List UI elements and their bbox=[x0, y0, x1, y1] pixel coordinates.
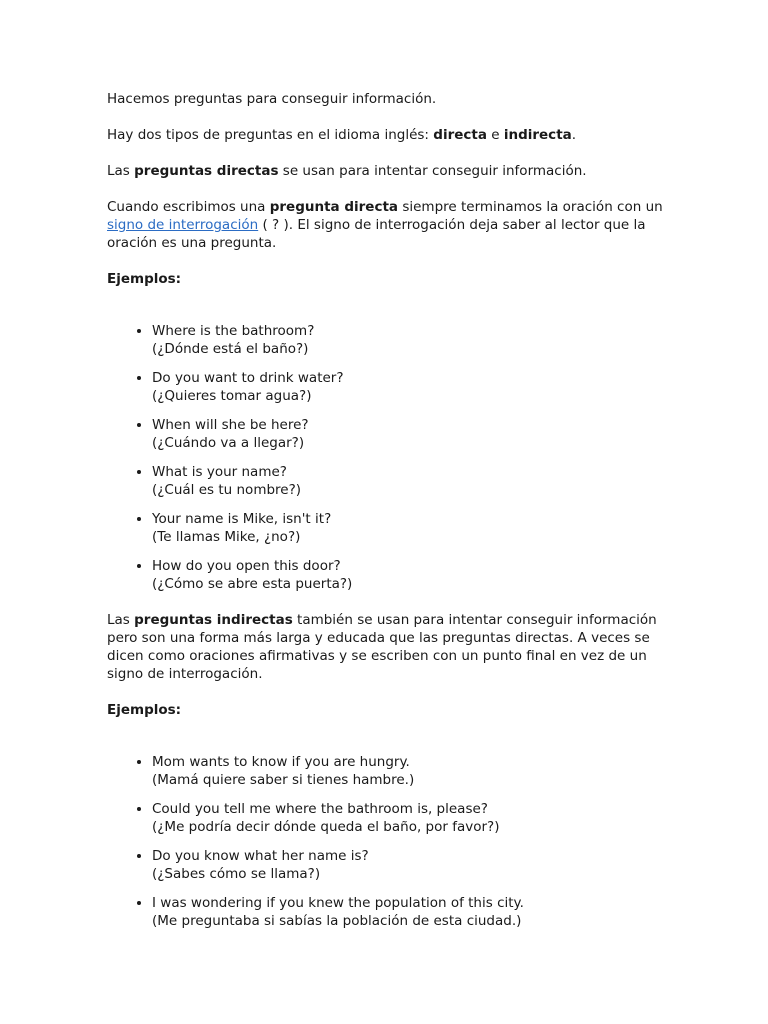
types-paragraph bbox=[107, 126, 667, 144]
spacer bbox=[107, 737, 667, 753]
list-item bbox=[152, 800, 667, 836]
document-page bbox=[107, 90, 667, 948]
list-item bbox=[152, 894, 667, 930]
example-english: • What is your name? bbox=[152, 464, 287, 480]
example-spanish: (¿Cuándo va a llegar?) bbox=[152, 435, 305, 451]
example-spanish: (¿Quieres tomar agua?) bbox=[152, 388, 312, 404]
list-item bbox=[152, 463, 667, 499]
list-item bbox=[152, 847, 667, 883]
example-spanish: (¿Cuál es tu nombre?) bbox=[152, 482, 302, 498]
indirect-examples-list bbox=[107, 753, 667, 930]
bold-pregunta-directa: pregunta directa bbox=[269, 199, 399, 215]
example-spanish: (Mamá quiere saber si tienes hambre.) bbox=[152, 772, 415, 788]
example-english: • Could you tell me where the bathroom is, please? bbox=[152, 801, 488, 817]
direct-def-text-end: se usan para intentar conseguir información. bbox=[278, 163, 587, 179]
bold-indirecta: indirecta bbox=[503, 127, 572, 143]
signo-interrogacion-link[interactable]: signo de interrogación bbox=[107, 217, 259, 233]
qm-text-mid: siempre terminamos la oración con un bbox=[398, 199, 663, 215]
example-spanish: (¿Me podría decir dónde queda el baño, por favor?) bbox=[152, 819, 500, 835]
list-item bbox=[152, 510, 667, 546]
examples-heading-direct-text: Ejemplos: bbox=[107, 271, 182, 287]
example-english: • Do you know what her name is? bbox=[152, 848, 369, 864]
example-english: • I was wondering if you knew the population of this city. bbox=[152, 895, 524, 911]
example-spanish: (Te llamas Mike, ¿no?) bbox=[152, 529, 301, 545]
examples-heading-indirect bbox=[107, 701, 667, 719]
direct-def-paragraph bbox=[107, 162, 667, 180]
indirect-def-text-end: también se usan para intentar conseguir información pero son una forma más larga y educada que las preguntas directas. A veces se dicen como oraciones afirmativas y se escriben con un punto final en vez de un signo de interrogación. bbox=[107, 612, 657, 682]
examples-heading-direct bbox=[107, 270, 667, 288]
example-english: • How do you open this door? bbox=[152, 558, 341, 574]
bold-directa: directa bbox=[433, 127, 487, 143]
qm-text: Cuando escribimos una bbox=[107, 199, 270, 215]
example-spanish: (¿Cómo se abre esta puerta?) bbox=[152, 576, 353, 592]
question-mark-paragraph bbox=[107, 198, 667, 252]
example-english: • When will she be here? bbox=[152, 417, 309, 433]
types-text-mid: e bbox=[486, 127, 504, 143]
list-item bbox=[152, 416, 667, 452]
list-item bbox=[152, 369, 667, 405]
bold-preguntas-indirectas: preguntas indirectas bbox=[134, 612, 293, 628]
qm-text-end: ( ? ). El signo de interrogación deja saber al lector que la oración es una pregunta. bbox=[107, 217, 646, 251]
types-text: Hay dos tipos de preguntas en el idioma inglés: bbox=[107, 127, 434, 143]
example-spanish: (¿Sabes cómo se llama?) bbox=[152, 866, 321, 882]
indirect-def-paragraph bbox=[107, 611, 667, 683]
intro-paragraph: Hacemos preguntas para conseguir información. bbox=[107, 91, 437, 107]
list-item bbox=[152, 557, 667, 593]
example-spanish: (¿Dónde está el baño?) bbox=[152, 341, 309, 357]
types-text-end: . bbox=[571, 127, 577, 143]
indirect-def-text: Las bbox=[107, 612, 135, 628]
list-item bbox=[152, 322, 667, 358]
example-english: • Your name is Mike, isn't it? bbox=[152, 511, 332, 527]
examples-heading-indirect-text: Ejemplos: bbox=[107, 702, 182, 718]
bold-preguntas-directas: preguntas directas bbox=[134, 163, 279, 179]
example-spanish: (Me preguntaba si sabías la población de esta ciudad.) bbox=[152, 913, 522, 929]
example-english: • Do you want to drink water? bbox=[152, 370, 344, 386]
direct-examples-list bbox=[107, 322, 667, 593]
example-english: • Mom wants to know if you are hungry. bbox=[152, 754, 410, 770]
direct-def-text: Las bbox=[107, 163, 135, 179]
spacer bbox=[107, 306, 667, 322]
list-item bbox=[152, 753, 667, 789]
example-english: • Where is the bathroom? bbox=[152, 323, 315, 339]
